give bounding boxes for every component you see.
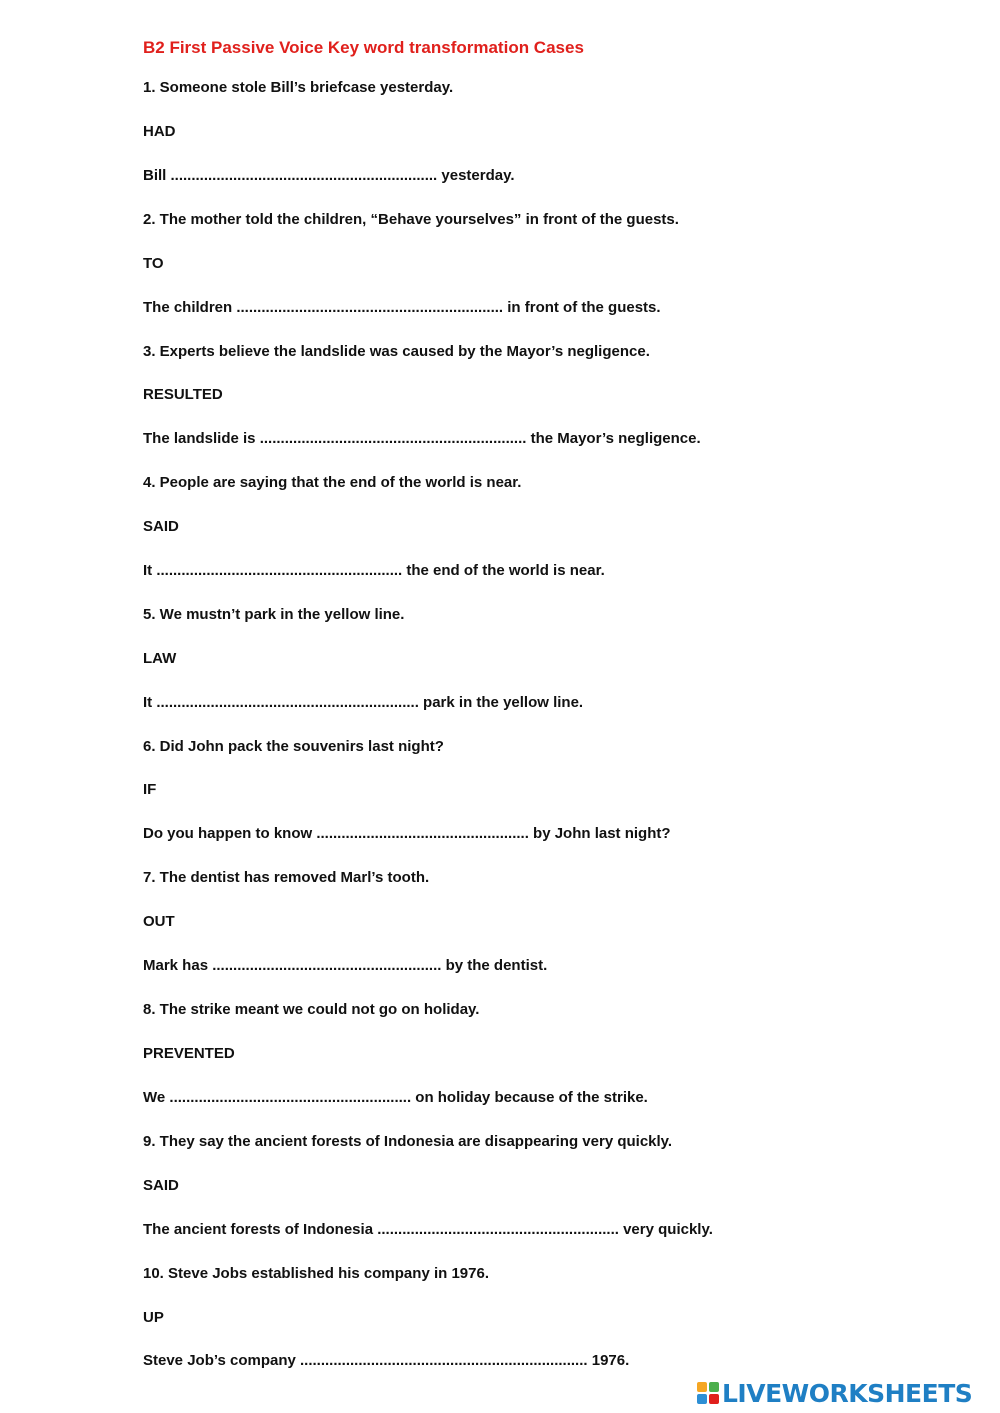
question-10-sentence: 10. Steve Jobs established his company in 1976. [143,1265,489,1282]
question-6-keyword: IF [143,781,157,798]
question-5-keyword: LAW [143,650,177,667]
question-10-answer-line[interactable]: Steve Job’s company ..................................................................... 1976. [143,1352,630,1369]
question-6-sentence: 6. Did John pack the souvenirs last night? [143,738,444,755]
question-9-answer-line[interactable]: The ancient forests of Indonesia .......................................................... very quickly. [143,1221,713,1238]
question-7-keyword: OUT [143,913,175,930]
liveworksheets-logo-icon [697,1382,719,1404]
worksheet-title: B2 First Passive Voice Key word transformation Cases [143,38,584,57]
question-3-keyword: RESULTED [143,386,223,403]
question-9-keyword: SAID [143,1177,179,1194]
question-4-keyword: SAID [143,518,179,535]
question-8-keyword: PREVENTED [143,1045,235,1062]
question-3-answer-line[interactable]: The landslide is ................................................................ the Mayor’s negligence. [143,430,701,447]
question-8-sentence: 8. The strike meant we could not go on holiday. [143,1001,480,1018]
question-2-keyword: TO [143,255,164,272]
question-6-answer-line[interactable]: Do you happen to know ................................................... by John last night? [143,825,671,842]
question-1-sentence: 1. Someone stole Bill’s briefcase yesterday. [143,79,454,96]
question-7-answer-line[interactable]: Mark has ....................................................... by the dentist. [143,957,548,974]
question-5-answer-line[interactable]: It ............................................................... park in the yellow line. [143,694,584,711]
question-1-answer-line[interactable]: Bill ................................................................ yesterday. [143,167,515,184]
logo-text: LIVEWORKSHEETS [722,1378,973,1408]
question-5-sentence: 5. We mustn’t park in the yellow line. [143,606,405,623]
question-1-keyword: HAD [143,123,176,140]
question-7-sentence: 7. The dentist has removed Marl’s tooth. [143,869,430,886]
question-4-answer-line[interactable]: It ........................................................... the end of the world is near. [143,562,605,579]
question-3-sentence: 3. Experts believe the landslide was caused by the Mayor’s negligence. [143,343,650,360]
question-10-keyword: UP [143,1309,164,1326]
question-4-sentence: 4. People are saying that the end of the world is near. [143,474,522,491]
question-9-sentence: 9. They say the ancient forests of Indonesia are disappearing very quickly. [143,1133,673,1150]
question-8-answer-line[interactable]: We .......................................................... on holiday because of the strike. [143,1089,648,1106]
question-2-sentence: 2. The mother told the children, “Behave yourselves” in front of the guests. [143,211,679,228]
question-2-answer-line[interactable]: The children ................................................................ in front of the guests. [143,299,661,316]
liveworksheets-logo [697,1378,972,1408]
